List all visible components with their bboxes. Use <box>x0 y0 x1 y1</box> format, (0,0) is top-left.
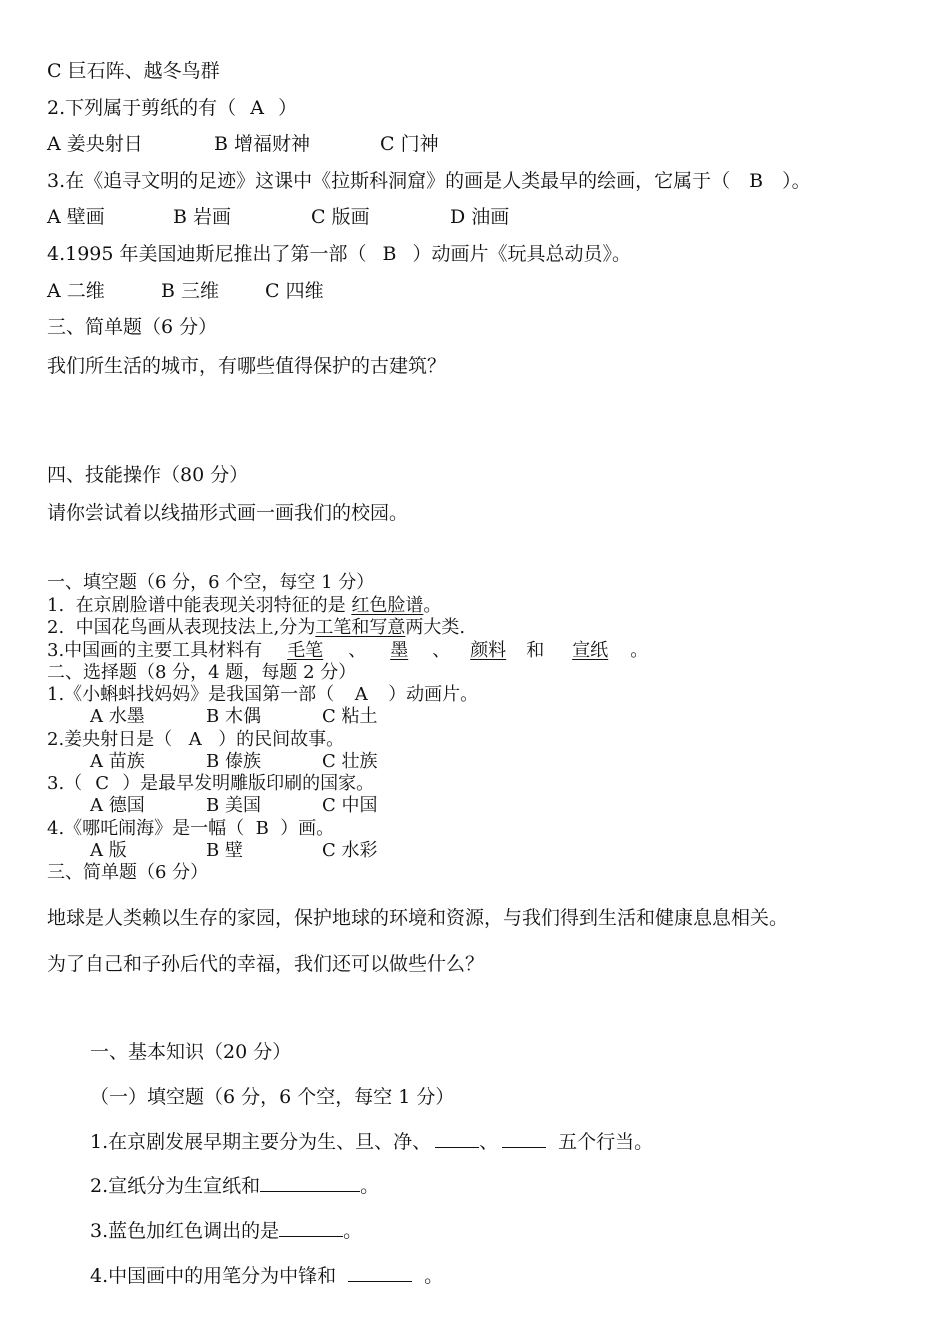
answer: B <box>749 170 764 192</box>
choice-question-3: 3.（ C ）是最早发明雕版印刷的国家。 <box>47 773 375 794</box>
blank-question-3: 3.蓝色加红色调出的是 。 <box>90 1220 363 1242</box>
blank-question-2: 2.宣纸分为生宣纸和 。 <box>90 1175 380 1197</box>
answer-blank[interactable] <box>435 1131 479 1148</box>
short-answer-title: 三、简单题（6 分） <box>47 862 209 883</box>
answer: A <box>250 97 264 119</box>
section-4-title: 四、技能操作（80 分） <box>47 464 249 486</box>
answer: 墨 <box>390 640 409 661</box>
answer: B <box>255 818 269 839</box>
question-4: 4.1995 年美国迪斯尼推出了第一部（ B ）动画片《玩具总动员》。 <box>47 243 632 265</box>
answer: 毛笔 <box>287 640 324 661</box>
answer: 颜料 <box>470 640 507 661</box>
q1-option-c: C 巨石阵、越冬鸟群 <box>47 60 220 82</box>
answer-blank[interactable] <box>279 1220 343 1237</box>
choice-question-2: 2.姜央射日是（ A ）的民间故事。 <box>47 729 345 750</box>
blank-question-1: 1.在京剧发展早期主要分为生、旦、净、 、 五个行当。 <box>90 1131 654 1153</box>
question-2: 2.下列属于剪纸的有（ A ） <box>47 97 298 119</box>
section-4-task: 请你尝试着以线描形式画一画我们的校园。 <box>47 502 409 524</box>
answer: 宣纸 <box>572 640 609 661</box>
short-answer-paragraph-1: 地球是人类赖以生存的家园，保护地球的环境和资源，与我们得到生活和健康息息相关。 <box>47 907 789 929</box>
choice-question-4: 4.《哪吒闹海》是一幅（ B ）画。 <box>47 818 335 839</box>
answer-blank[interactable] <box>502 1131 546 1148</box>
fill-question-1: 1. 在京剧脸谱中能表现关羽特征的是 红色脸谱。 <box>47 595 442 616</box>
choice-section-title: 二、选择题（8 分，4 题，每题 2 分） <box>47 662 357 683</box>
short-answer-paragraph-2: 为了自己和子孙后代的幸福，我们还可以做些什么？ <box>47 953 485 975</box>
section-3-title: 三、简单题（6 分） <box>47 316 218 338</box>
basic-knowledge-title: 一、基本知识（20 分） <box>90 1041 292 1063</box>
answer: 工笔和写意 <box>315 617 406 638</box>
exam-page: C 巨石阵、越冬鸟群 2.下列属于剪纸的有（ A ） A 姜央射日 B 增福财神 C 门神 3.在《追寻文明的足迹》这课中《拉斯科洞窟》的画是人类最早的绘画，它属于（ B ）。 A 壁画 B 岩画 C 版画 D 油画 4.1995 年美国迪斯尼推出了第一部（ B ）动画片《玩具总动员》。 A 二维 B 三维 C 四维 三、简单题（6 分） 我们所生活的城市，有哪些值得保护的古建筑？ 四、技能操作（80 分） 请你尝试着以线描形式画一画我们的校园。 一、填空题（6 分，6 个空，每空 1 分） 1. 在京剧脸谱中能表现关羽特征的是 红色脸谱。 2. 中国花鸟画从表现技法上,分为工笔和写意两大类. 3.中国画的主要工具材料有 毛笔 、 墨 、 颜料 和 宣纸 。 二、选择题（8 分，4 题，每题 2 分） 1.《小蝌蚪找妈妈》是我国第一部（ A ）动画片。 A 水墨 B 木偶 C 粘土 2.姜央射日是（ A ）的民间故事。 A 苗族 B 傣族 C 壮族 3.（ C ）是最早发明雕版印刷的国家。 A 德国 B 美国 C 中国 4.《哪吒闹海》是一幅（ B ）画。 A 版 B 壁 C 水彩 三、简单题（6 分） 地球是人类赖以生存的家园，保护地球的环境和资源，与我们得到生活和健康息息相关。 为了自己和子孙后代的幸福，我们还可以做些什么？ 一、基本知识（20 分） （一）填空题（6 分，6 个空，每空 1 分） 1.在京剧发展早期主要分为生、旦、净、 、 五个行当。 2.宣纸分为生宣纸和 。 3.蓝色加红色调出的是 。 4.中国画中的用笔分为中锋和 。 <box>47 60 811 1287</box>
answer: B <box>382 243 397 265</box>
answer-blank[interactable] <box>260 1175 360 1192</box>
answer: A <box>188 729 202 750</box>
choice-question-1: 1.《小蝌蚪找妈妈》是我国第一部（ A ）动画片。 <box>47 684 479 705</box>
fill-section-title: 一、填空题（6 分，6 个空，每空 1 分） <box>47 572 375 593</box>
answer: A <box>354 684 368 705</box>
answer: C <box>95 773 110 794</box>
blank-question-4: 4.中国画中的用笔分为中锋和 。 <box>90 1265 444 1287</box>
section-3-question: 我们所生活的城市，有哪些值得保护的古建筑？ <box>47 355 447 377</box>
answer: 红色脸谱 <box>351 595 424 616</box>
question-3: 3.在《追寻文明的足迹》这课中《拉斯科洞窟》的画是人类最早的绘画，它属于（ B ）。 <box>47 170 811 192</box>
answer-blank[interactable] <box>348 1265 412 1282</box>
fill-blank-subtitle: （一）填空题（6 分，6 个空，每空 1 分） <box>90 1086 455 1108</box>
fill-question-2: 2. 中国花鸟画从表现技法上,分为工笔和写意两大类. <box>47 617 466 638</box>
fill-question-3: 3.中国画的主要工具材料有 毛笔 、 墨 、 颜料 和 宣纸 。 <box>47 640 649 661</box>
